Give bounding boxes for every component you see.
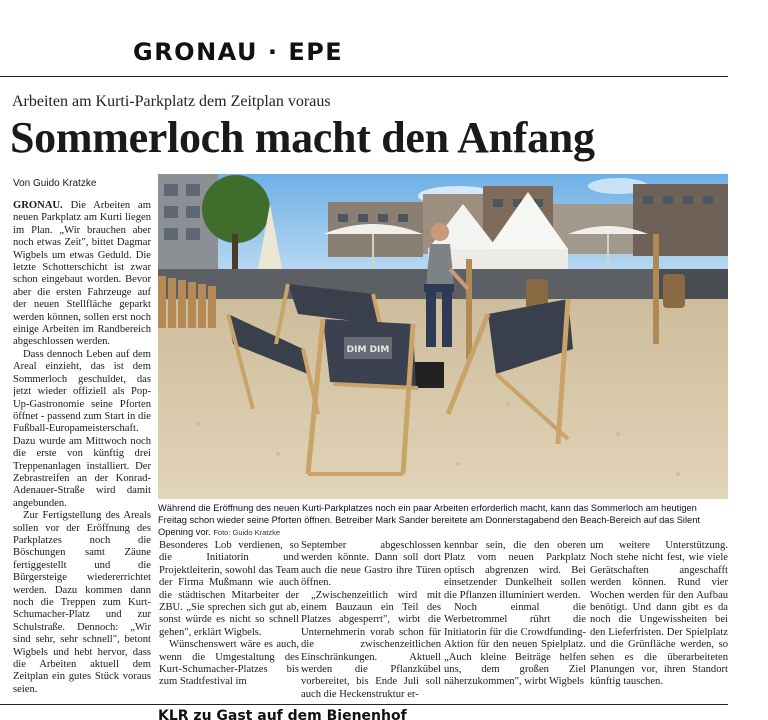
paragraph: Dass dennoch Leben auf dem Areal einzieht, das ist dem Sommerloch geschuldet, das jetzt wieder offiziell als Pop-Up-Gastronomie seine Pforten öffnet - passend zum Start in die Fußball-Europameisterschaft. Dazu wurde am Mittwoch noch die erste von künftig drei Treppenanlagen installiert. Der Zebrastreifen an der Konrad-Adenauer-Straße wird damit angebunden.	[13, 348, 151, 509]
article-column-5	[590, 540, 728, 700]
paragraph: Besonderes Lob verdienen, so die Initiatorin und Projektleiterin, sowohl das Team der Firma Mußmann wie auch die städtischen Mitarbeiter der ZBU. „Sie sprechen sich gut ab, sonst würde es nicht so schnell gehen", erklärt Wigbels.	[159, 540, 299, 638]
paragraph: „Zwischenzeitlich wird mit einem Bauzaun ein Teil des Platzes abgesperrt", wirbt die Unternehmerin vorab schon für die zwischenzeitlichen Einschränkungen. Aktuell werden die Pflanzkübel vorbereitet, bis Ende Juli soll auch die Heckenstruktur er-	[301, 589, 441, 700]
article-column-1	[13, 200, 151, 697]
next-article-headline: KLR zu Gast auf dem Bienenhof	[158, 708, 407, 720]
kicker: Arbeiten am Kurti-Parkplatz dem Zeitplan voraus	[12, 93, 331, 110]
paragraph	[13, 200, 151, 349]
photo-caption	[158, 502, 728, 539]
caption-text: Während die Eröffnung des neuen Kurti-Parkplatzes noch ein paar Arbeiten erforderlich macht, kann das Sommerloch am heutigen Freitag schon wieder seine Pforten öffnen. Betreiber Mark Sander bereitete am Donnerstagabend den Beach-Bereich auf das Silent Opening vor.	[158, 503, 700, 537]
article-column-2	[159, 540, 299, 700]
paragraph-text: Die Arbeiten am neuen Parkplatz am Kurti liegen im Plan. „Wir brauchen aber noch etwas Zeit", bittet Dagmar Wigbels um etwas Geduld. Die letzte Schotterschicht ist zwar schon eingebaut worden. Bevor aber die ersten Fahrzeuge auf der neuen Stellfläche geparkt werden können, sollen erst noch einige Arbeiten im Randbereich abgeschlossen werden.	[13, 200, 151, 348]
paragraph: Wünschenswert wäre es auch, wenn die Umgestaltung des Kurt-Schumacher-Platzes bis zum Stadtfestival im	[159, 639, 299, 688]
photo-credit: Foto: Guido Kratzke	[213, 528, 281, 537]
beach-bar-photo	[158, 174, 728, 499]
section-header: GRONAU · EPE	[133, 38, 344, 66]
chair-print-text: DIM DIM	[346, 345, 390, 355]
bottom-rule	[0, 704, 728, 705]
headline: Sommerloch macht den Anfang	[10, 113, 595, 162]
dateline: GRONAU.	[13, 200, 63, 211]
article-column-3	[301, 540, 441, 700]
paragraph: kennbar sein, die den oberen Platz vom neuen Parkplatz optisch abgrenzen wird. Bei einsetzender Dunkelheit sollen die Pflanzen illuminiert werden.	[444, 540, 586, 601]
paragraph: September abgeschlossen werden könnte. Dann soll dort auch die neue Gastro ihre Türen öffnen.	[301, 540, 441, 589]
article-photo	[158, 174, 728, 499]
byline: Von Guido Kratzke	[13, 178, 97, 189]
top-rule	[0, 76, 728, 77]
paragraph: Noch einmal die Werbetrommel rührt die Initiatorin für die Crowdfunding-Aktion für den neuen Spielplatz. „Auch kleine Beiträge helfen uns, dem großen Ziel näherzukommen", wirbt Wigbels	[444, 602, 586, 688]
paragraph: um weitere Unterstützung. Noch stehe nicht fest, wie viele Gerätschaften angeschafft werden können. Rund vier Wochen werden für den Aufbau benötigt. Und dann gibt es da noch die Ungewissheiten bei den Lieferfristen. Der Spielplatz und die Grünfläche werden, so sehen es die überarbeiteten Planungen vor, ihren Standort künftig tauschen.	[590, 540, 728, 688]
article-column-4	[444, 540, 586, 700]
paragraph: Zur Fertigstellung des Areals sollen vor der Eröffnung des Parkplatzes noch die Böschungen samt Zäune fertiggestellt und die Bürgersteige wiedererrichtet werden. Dazu kommen dann noch die Treppen zum Kurt-Schumacher-Platz und zur Schulstraße. Dennoch: „Wir sind sehr, sehr schnell", betont Wigbels und hebt hervor, dass die Arbeiten aktuell dem Zeitplan ein gutes Stück voraus seien.	[13, 510, 151, 695]
